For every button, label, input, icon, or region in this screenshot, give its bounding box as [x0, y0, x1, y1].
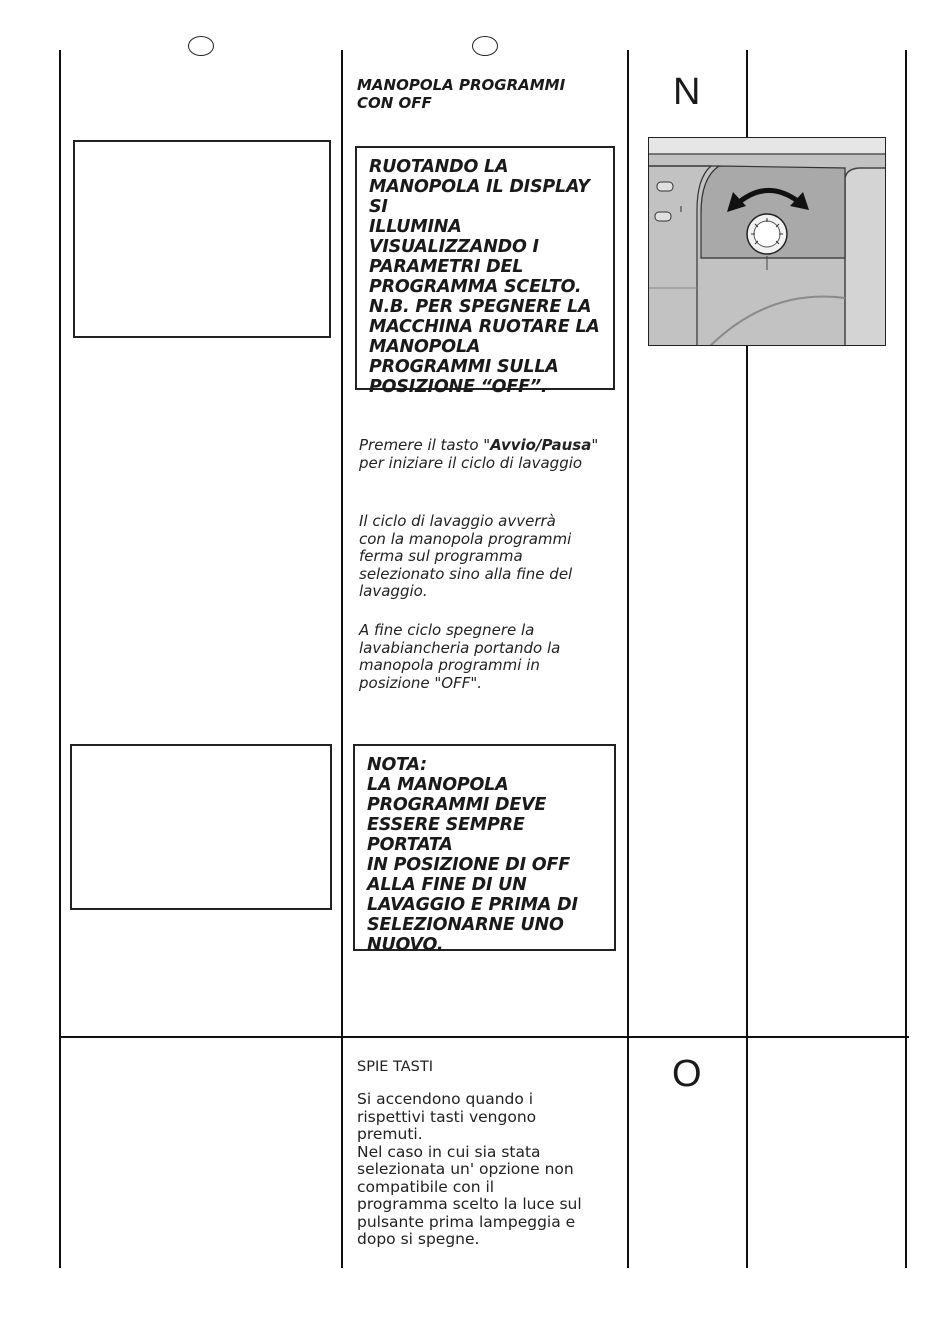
section-o-letter: O	[672, 1053, 702, 1095]
language-marker-circle-2	[472, 36, 498, 56]
instruction-text-end: " per iniziare il ciclo di lavaggio	[359, 436, 599, 472]
section-n-letter: N	[673, 71, 701, 113]
program-knob-rotation-illustration	[649, 138, 886, 346]
section-o-body: Si accendono quando i rispettivi tasti vengono premuti. Nel caso in cui sia stata selezionata un' opzione non compatibile con il programma scelto la luce sul pulsante prima lampeggia e dopo si spegne.	[357, 1090, 582, 1248]
note-box	[353, 744, 616, 955]
language-marker-circle-1	[188, 36, 214, 56]
knob-info-text: RUOTANDO LA MANOPOLA IL DISPLAY SI ILLUMINA VISUALIZZANDO I PARAMETRI DEL PROGRAMMA SCELTO. N.B. PER SPEGNERE LA MACCHINA RUOTARE LA MANOPOLA PROGRAMMI SULLA POSIZIONE “OFF”.	[369, 157, 600, 397]
column-divider-2	[341, 50, 343, 1268]
start-pause-instruction	[359, 437, 598, 472]
knob-info-box	[355, 146, 615, 397]
end-cycle-paragraph: A fine ciclo spegnere la lavabiancheria portando la manopola programmi in posizione "OFF".	[359, 621, 561, 692]
section-o-heading: SPIE TASTI	[357, 1059, 433, 1075]
program-knob-figure	[648, 137, 886, 346]
section-n-heading: MANOPOLA PROGRAMMI CON OFF	[357, 76, 566, 112]
section-divider	[59, 1036, 909, 1038]
note-text: NOTA: LA MANOPOLA PROGRAMMI DEVE ESSERE SEMPRE PORTATA IN POSIZIONE DI OFF ALLA FINE DI UN LAVAGGIO E PRIMA DI SELEZIONARNE UNO NUOVO.	[367, 755, 578, 955]
empty-note-box-top	[73, 140, 331, 338]
empty-note-box-bottom	[70, 744, 332, 910]
wash-cycle-paragraph: Il ciclo di lavaggio avverrà con la manopola programmi ferma sul programma selezionato sino alla fine del lavaggio.	[359, 512, 573, 600]
start-pause-key-label: Avvio/Pausa	[490, 436, 592, 454]
column-divider-5	[905, 50, 907, 1268]
column-divider-1	[59, 50, 61, 1268]
instruction-text-start: Premere il tasto "	[359, 436, 491, 454]
column-divider-3	[627, 50, 629, 1268]
